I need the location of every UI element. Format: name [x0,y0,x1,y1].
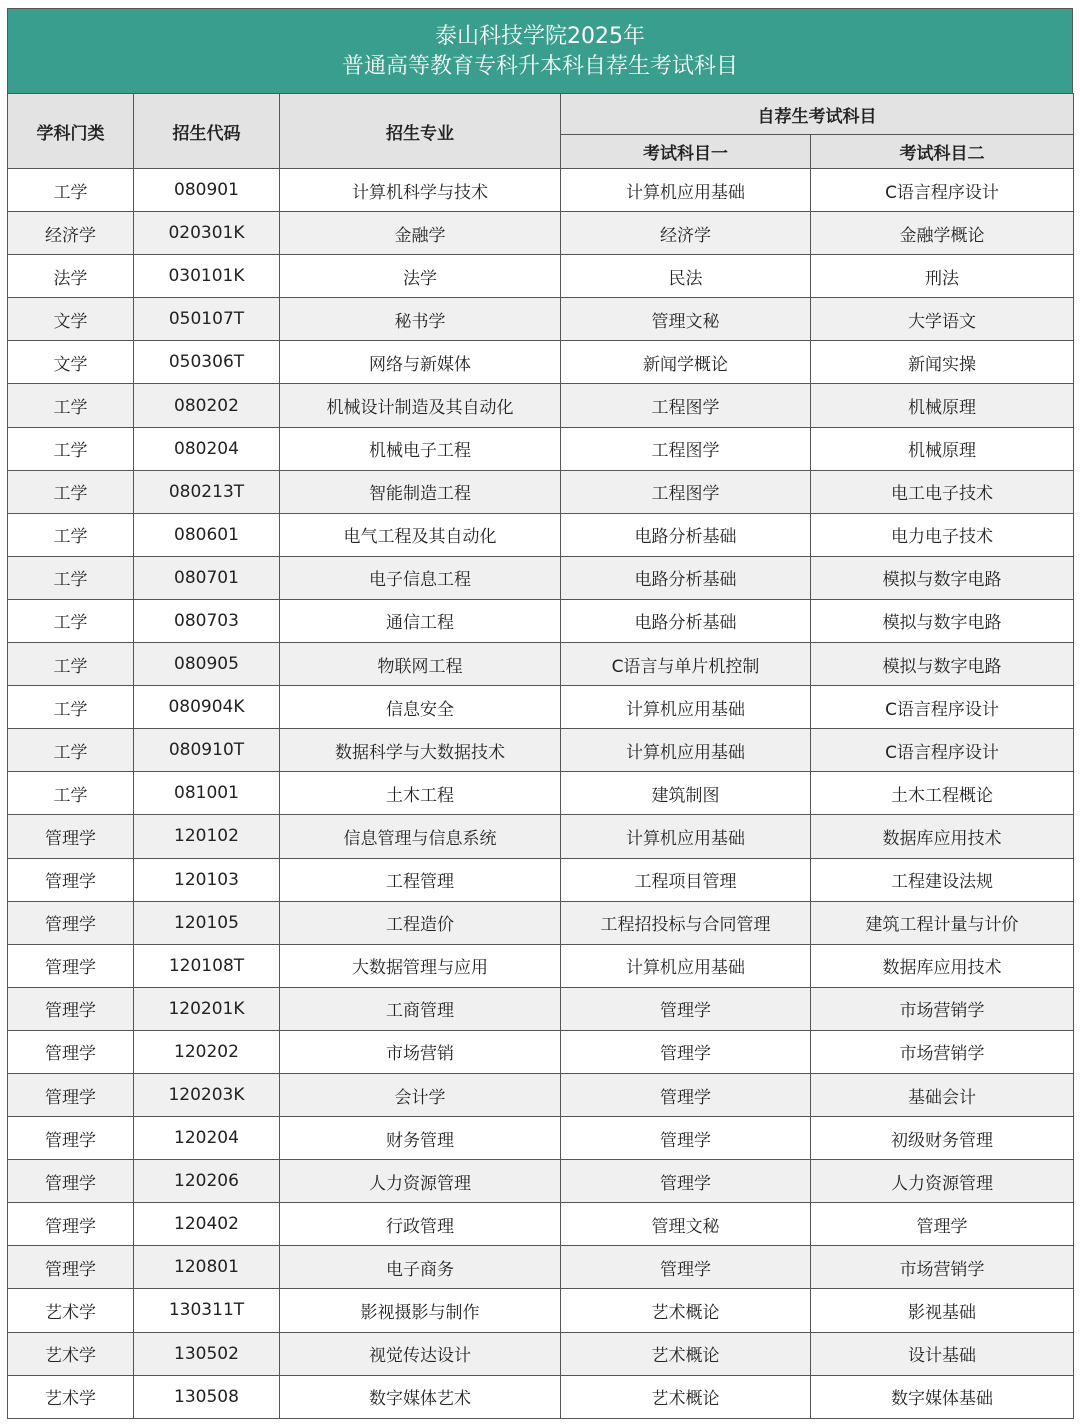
cell-major: 机械设计制造及其自动化 [280,384,561,427]
cell-exam-2: 初级财务管理 [811,1117,1074,1160]
cell-major: 财务管理 [280,1117,561,1160]
cell-code: 080213T [134,470,280,513]
table-row [8,599,1074,642]
cell-exam-1: 经济学 [561,212,811,255]
cell-exam-1: 管理文秘 [561,298,811,341]
cell-category: 经济学 [8,212,134,255]
cell-exam-1: 建筑制图 [561,772,811,815]
cell-category: 艺术学 [8,1332,134,1375]
cell-major: 秘书学 [280,298,561,341]
cell-category: 工学 [8,772,134,815]
cell-major: 土木工程 [280,772,561,815]
table-row [8,944,1074,987]
cell-code: 120203K [134,1073,280,1116]
cell-exam-1: 艺术概论 [561,1289,811,1332]
table-row [8,513,1074,556]
cell-exam-2: 金融学概论 [811,212,1074,255]
title-line-1: 泰山科技学院2025年 [435,24,645,49]
cell-code: 030101K [134,255,280,298]
cell-exam-2: 数字媒体基础 [811,1375,1074,1418]
cell-major: 电气工程及其自动化 [280,513,561,556]
table-row [8,255,1074,298]
cell-category: 艺术学 [8,1375,134,1418]
cell-category: 工学 [8,513,134,556]
cell-category: 艺术学 [8,1289,134,1332]
cell-major: 工程管理 [280,858,561,901]
cell-code: 130311T [134,1289,280,1332]
table-row [8,341,1074,384]
cell-exam-2: C语言程序设计 [811,729,1074,772]
cell-category: 工学 [8,599,134,642]
cell-major: 视觉传达设计 [280,1332,561,1375]
cell-category: 文学 [8,341,134,384]
cell-category: 管理学 [8,858,134,901]
table-row [8,298,1074,341]
cell-exam-1: 管理学 [561,1246,811,1289]
table-row [8,1030,1074,1073]
cell-code: 130508 [134,1375,280,1418]
cell-category: 工学 [8,169,134,212]
table-row [8,470,1074,513]
cell-exam-1: 计算机应用基础 [561,815,811,858]
cell-exam-1: 管理学 [561,1160,811,1203]
cell-exam-2: 建筑工程计量与计价 [811,901,1074,944]
cell-exam-2: C语言程序设计 [811,169,1074,212]
cell-category: 管理学 [8,901,134,944]
cell-exam-1: 管理学 [561,987,811,1030]
cell-exam-2: 工程建设法规 [811,858,1074,901]
header-major: 招生专业 [280,94,561,169]
cell-exam-2: 模拟与数字电路 [811,599,1074,642]
table-row [8,686,1074,729]
cell-category: 管理学 [8,944,134,987]
cell-major: 通信工程 [280,599,561,642]
cell-exam-1: 电路分析基础 [561,599,811,642]
cell-exam-2: 基础会计 [811,1073,1074,1116]
cell-code: 120201K [134,987,280,1030]
cell-category: 工学 [8,643,134,686]
cell-exam-2: 机械原理 [811,384,1074,427]
cell-category: 管理学 [8,1246,134,1289]
cell-major: 行政管理 [280,1203,561,1246]
cell-exam-2: 大学语文 [811,298,1074,341]
table-row [8,1246,1074,1289]
cell-category: 工学 [8,427,134,470]
table-row [8,212,1074,255]
cell-exam-1: C语言与单片机控制 [561,643,811,686]
cell-code: 081001 [134,772,280,815]
table-row [8,901,1074,944]
table-row [8,169,1074,212]
cell-code: 080202 [134,384,280,427]
cell-code: 080910T [134,729,280,772]
cell-exam-1: 管理学 [561,1117,811,1160]
cell-major: 数据科学与大数据技术 [280,729,561,772]
table-row [8,427,1074,470]
title-banner [7,8,1073,93]
exam-subjects-document [7,8,1073,1419]
cell-code: 120402 [134,1203,280,1246]
table-row [8,1289,1074,1332]
cell-major: 金融学 [280,212,561,255]
cell-code: 130502 [134,1332,280,1375]
cell-exam-2: 影视基础 [811,1289,1074,1332]
table-row [8,815,1074,858]
cell-major: 大数据管理与应用 [280,944,561,987]
cell-category: 管理学 [8,1203,134,1246]
table-row [8,643,1074,686]
cell-category: 管理学 [8,1117,134,1160]
cell-exam-2: 机械原理 [811,427,1074,470]
table-row [8,556,1074,599]
cell-category: 管理学 [8,987,134,1030]
cell-code: 080905 [134,643,280,686]
cell-code: 080901 [134,169,280,212]
cell-exam-1: 电路分析基础 [561,556,811,599]
cell-exam-2: 数据库应用技术 [811,944,1074,987]
title-line-2: 普通高等教育专科升本科自荐生考试科目 [341,54,738,79]
cell-exam-1: 民法 [561,255,811,298]
cell-exam-1: 工程图学 [561,427,811,470]
cell-exam-2: 数据库应用技术 [811,815,1074,858]
cell-exam-1: 计算机应用基础 [561,686,811,729]
table-row [8,729,1074,772]
cell-major: 智能制造工程 [280,470,561,513]
table-row [8,384,1074,427]
table-row [8,987,1074,1030]
cell-category: 管理学 [8,815,134,858]
cell-code: 120103 [134,858,280,901]
cell-major: 机械电子工程 [280,427,561,470]
cell-exam-2: 模拟与数字电路 [811,556,1074,599]
cell-exam-2: 刑法 [811,255,1074,298]
cell-code: 080204 [134,427,280,470]
cell-code: 080701 [134,556,280,599]
cell-exam-2: 新闻实操 [811,341,1074,384]
table-row [8,1203,1074,1246]
cell-exam-1: 计算机应用基础 [561,169,811,212]
cell-exam-2: 电力电子技术 [811,513,1074,556]
header-row-1 [8,94,1074,135]
table-row [8,1073,1074,1116]
cell-category: 工学 [8,686,134,729]
header-exam-2: 考试科目二 [811,135,1074,169]
table-body [8,169,1074,1419]
exam-subjects-table [7,93,1074,1419]
cell-category: 文学 [8,298,134,341]
cell-code: 080904K [134,686,280,729]
cell-exam-2: 模拟与数字电路 [811,643,1074,686]
cell-major: 工程造价 [280,901,561,944]
table-row [8,1160,1074,1203]
cell-code: 120105 [134,901,280,944]
cell-code: 120204 [134,1117,280,1160]
cell-category: 管理学 [8,1030,134,1073]
cell-category: 管理学 [8,1073,134,1116]
cell-code: 120108T [134,944,280,987]
cell-exam-1: 电路分析基础 [561,513,811,556]
cell-category: 工学 [8,384,134,427]
header-code: 招生代码 [134,94,280,169]
cell-exam-1: 工程项目管理 [561,858,811,901]
cell-exam-2: 市场营销学 [811,987,1074,1030]
cell-exam-2: 人力资源管理 [811,1160,1074,1203]
cell-major: 法学 [280,255,561,298]
cell-exam-2: 管理学 [811,1203,1074,1246]
cell-major: 信息管理与信息系统 [280,815,561,858]
cell-exam-1: 工程图学 [561,470,811,513]
cell-exam-1: 工程招投标与合同管理 [561,901,811,944]
table-row [8,1332,1074,1375]
cell-exam-2: 电工电子技术 [811,470,1074,513]
cell-code: 080703 [134,599,280,642]
cell-major: 人力资源管理 [280,1160,561,1203]
cell-exam-1: 计算机应用基础 [561,944,811,987]
cell-exam-1: 工程图学 [561,384,811,427]
cell-major: 会计学 [280,1073,561,1116]
cell-category: 法学 [8,255,134,298]
table-row [8,1117,1074,1160]
cell-major: 信息安全 [280,686,561,729]
table-row [8,772,1074,815]
cell-code: 080601 [134,513,280,556]
cell-category: 管理学 [8,1160,134,1203]
cell-exam-1: 新闻学概论 [561,341,811,384]
header-exam-1: 考试科目一 [561,135,811,169]
cell-exam-1: 艺术概论 [561,1332,811,1375]
cell-major: 计算机科学与技术 [280,169,561,212]
cell-exam-1: 管理文秘 [561,1203,811,1246]
cell-major: 网络与新媒体 [280,341,561,384]
cell-exam-2: 土木工程概论 [811,772,1074,815]
cell-major: 电子信息工程 [280,556,561,599]
cell-major: 电子商务 [280,1246,561,1289]
cell-exam-1: 计算机应用基础 [561,729,811,772]
cell-code: 050107T [134,298,280,341]
header-exam-group: 自荐生考试科目 [561,94,1074,135]
cell-code: 120102 [134,815,280,858]
cell-exam-2: 设计基础 [811,1332,1074,1375]
cell-major: 影视摄影与制作 [280,1289,561,1332]
header-category: 学科门类 [8,94,134,169]
cell-major: 物联网工程 [280,643,561,686]
cell-code: 120801 [134,1246,280,1289]
cell-exam-1: 管理学 [561,1030,811,1073]
cell-exam-1: 艺术概论 [561,1375,811,1418]
cell-major: 数字媒体艺术 [280,1375,561,1418]
cell-exam-2: 市场营销学 [811,1246,1074,1289]
cell-major: 工商管理 [280,987,561,1030]
cell-exam-1: 管理学 [561,1073,811,1116]
table-row [8,1375,1074,1418]
cell-major: 市场营销 [280,1030,561,1073]
cell-code: 120206 [134,1160,280,1203]
cell-code: 020301K [134,212,280,255]
cell-category: 工学 [8,729,134,772]
cell-code: 120202 [134,1030,280,1073]
cell-exam-2: 市场营销学 [811,1030,1074,1073]
table-row [8,858,1074,901]
cell-category: 工学 [8,470,134,513]
cell-category: 工学 [8,556,134,599]
cell-code: 050306T [134,341,280,384]
cell-exam-2: C语言程序设计 [811,686,1074,729]
